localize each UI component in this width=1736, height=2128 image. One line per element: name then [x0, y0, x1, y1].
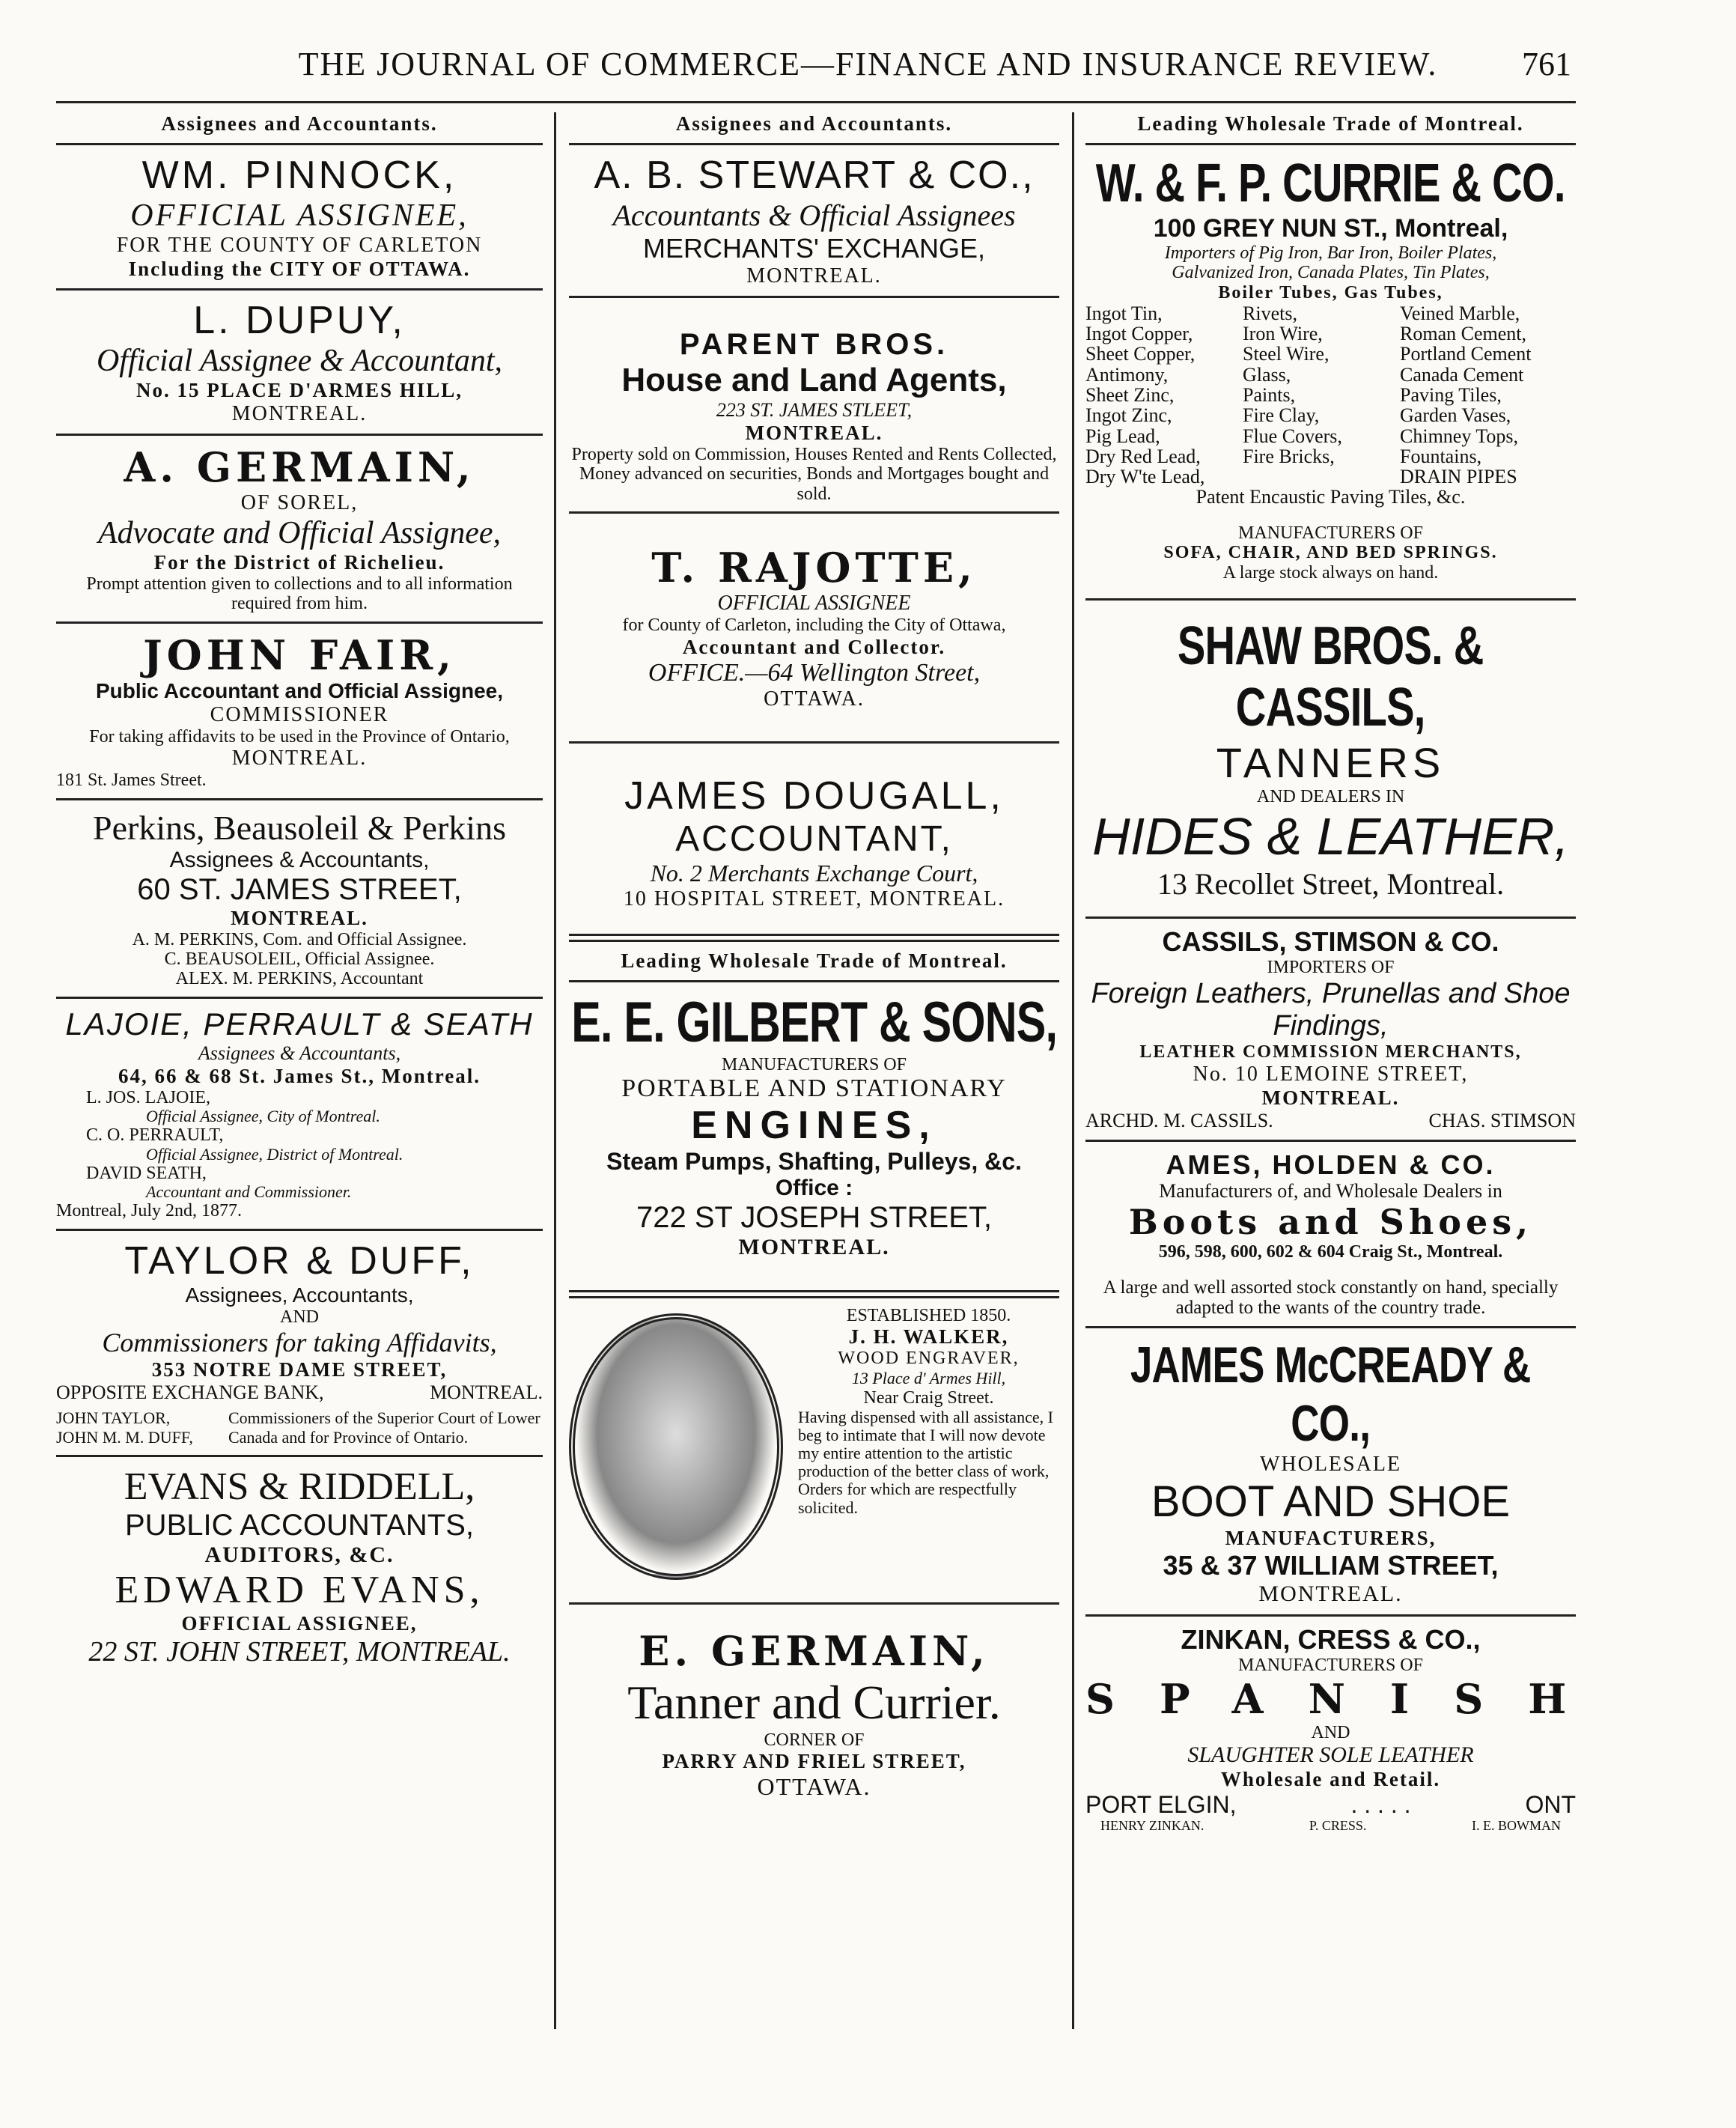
product-item: Fountains,	[1400, 445, 1482, 467]
double-divider	[569, 1290, 1059, 1298]
ad-text: COMMISSIONER	[210, 702, 389, 726]
ad-germain	[56, 443, 543, 614]
product-item: Ingot Tin,	[1085, 302, 1163, 324]
ad-name: J. H. WALKER,	[848, 1325, 1009, 1349]
ad-text: Galvanized Iron, Canada Plates, Tin Plates,	[1172, 263, 1490, 283]
divider	[1085, 1140, 1576, 1142]
ad-name: JAMES DOUGALL,	[624, 773, 1004, 818]
divider	[56, 288, 543, 291]
header-rule	[56, 101, 1576, 103]
ad-text: PORTABLE AND STATIONARY	[621, 1074, 1007, 1102]
ad-name: ZINKAN, CRESS & CO.,	[1181, 1623, 1481, 1655]
divider	[569, 1602, 1059, 1605]
ad-text: Office :	[775, 1175, 853, 1200]
ad-city: MONTREAL.	[746, 264, 882, 288]
ad-note: P. CRESS.	[1309, 1818, 1367, 1834]
ad-mccready	[1085, 1336, 1576, 1607]
product-item: Glass,	[1243, 363, 1291, 386]
column-1	[56, 112, 543, 1668]
ad-city: MONTREAL.	[738, 1234, 890, 1259]
column-2	[569, 112, 1059, 1801]
section-heading: Leading Wholesale Trade of Montreal.	[1137, 112, 1524, 135]
product-item: Fire Clay,	[1243, 404, 1320, 427]
ad-role: OFFICIAL ASSIGNEE,	[130, 198, 469, 233]
page-number: 761	[1522, 46, 1571, 82]
ad-address: 596, 598, 600, 602 & 604 Craig St., Montreal.	[1158, 1242, 1503, 1262]
ad-name: E. E. GILBERT & SONS,	[571, 990, 1057, 1054]
ad-rajotte	[569, 521, 1059, 711]
divider	[56, 621, 543, 624]
section-heading: Assignees and Accountants.	[161, 112, 438, 135]
ad-text: MANUFACTURERS OF	[1238, 1655, 1423, 1675]
ad-text: SLAUGHTER SOLE LEATHER	[1187, 1742, 1474, 1768]
ad-cassils	[1085, 926, 1576, 1131]
ad-note: DAVID SEATH,	[86, 1163, 207, 1183]
ad-note: C. BEAUSOLEIL, Official Assignee.	[164, 949, 435, 969]
ad-note: Official Assignee, City of Montreal.	[146, 1107, 380, 1126]
product-item: Iron Wire,	[1243, 323, 1323, 345]
ad-egermain	[569, 1612, 1059, 1801]
ad-walker	[569, 1306, 1059, 1580]
ad-name: TAYLOR & DUFF,	[124, 1238, 475, 1283]
product-item: Steel Wire,	[1243, 343, 1330, 365]
ad-text: ESTABLISHED 1850.	[846, 1305, 1011, 1325]
ad-name: A. B. STEWART & CO.,	[594, 153, 1035, 197]
ad-address: 100 GREY NUN ST., Montreal,	[1153, 214, 1508, 243]
ad-role: PUBLIC ACCOUNTANTS,	[125, 1509, 474, 1542]
product-item: Dry W'te Lead,	[1085, 466, 1205, 488]
divider	[569, 741, 1059, 744]
product-item: Antimony,	[1085, 363, 1169, 386]
ad-name: CASSILS, STIMSON & CO.	[1162, 926, 1499, 958]
divider	[56, 143, 543, 145]
product-item: Sheet Zinc,	[1085, 383, 1175, 406]
ad-perkins	[56, 808, 543, 989]
ad-note: A large stock always on hand.	[1222, 563, 1439, 583]
ad-note: Property sold on Commission, Houses Rented and Rents Collected, Money advanced on securities, Bonds and Mortgages bought and sold.	[571, 445, 1057, 504]
ad-name: AMES, HOLDEN & CO.	[1166, 1149, 1496, 1180]
ad-note: C. O. PERRAULT,	[86, 1125, 224, 1146]
product-item: Paints,	[1243, 383, 1296, 406]
ad-note: JOHN TAYLOR,	[56, 1408, 171, 1428]
ad-name: EVANS & RIDDELL,	[124, 1465, 475, 1509]
ad-text: Accountant and Collector.	[682, 635, 946, 658]
ad-name: E. GERMAIN,	[639, 1626, 990, 1675]
ad-role: Advocate and Official Assignee,	[97, 516, 502, 550]
ad-role: ENGINES,	[691, 1103, 937, 1147]
ad-text: AND	[280, 1307, 319, 1327]
ad-text: Wholesale and Retail.	[1220, 1768, 1441, 1791]
ad-note: JOHN M. M. DUFF,	[56, 1428, 193, 1447]
ad-text: No. 2 Merchants Exchange Court,	[650, 859, 978, 887]
section-heading: Assignees and Accountants.	[675, 112, 953, 135]
ad-role: House and Land Agents,	[621, 362, 1007, 398]
ad-note: Having dispensed with all assistance, I beg to intimate that I will now devote my entire attention to the artistic production of the better class of work, Orders for which are respectfully solicited.	[798, 1407, 1053, 1517]
ad-shaw	[1085, 608, 1576, 902]
ad-address: 223 ST. JAMES STLEET,	[716, 399, 913, 421]
ad-parent	[569, 305, 1059, 504]
ad-name: W. & F. P. CURRIE & CO.	[1096, 153, 1565, 213]
ad-name: SHAW BROS. & CASSILS,	[1178, 615, 1484, 738]
ad-text: Boiler Tubes, Gas Tubes,	[1218, 282, 1443, 303]
ad-role: SPANISH	[1085, 1674, 1612, 1723]
product-item: Dry Red Lead,	[1085, 445, 1201, 467]
ad-role: BOOT AND SHOE	[1151, 1477, 1511, 1526]
product-list	[1085, 303, 1576, 487]
ad-address: 60 ST. JAMES STREET,	[137, 872, 462, 906]
ad-address: 13 Place d' Armes Hill,	[851, 1369, 1006, 1388]
ad-name: JOHN FAIR,	[143, 630, 456, 679]
journal-title: THE JOURNAL OF COMMERCE—FINANCE AND INSURANCE REVIEW.	[298, 46, 1438, 82]
product-item: Portland Cement	[1400, 343, 1532, 365]
ad-text: Patent Encaustic Paving Tiles, &c.	[1196, 486, 1466, 508]
ad-gilbert	[569, 990, 1059, 1260]
ad-text: OF SOREL,	[240, 491, 359, 514]
ad-note: A. M. PERKINS, Com. and Official Assignee.	[132, 929, 467, 949]
ad-text: . . . . .	[1350, 1791, 1411, 1819]
ad-city: OTTAWA.	[757, 1773, 871, 1801]
ad-text: Near Craig Street.	[863, 1388, 994, 1408]
ad-note: Official Assignee, District of Montreal.	[146, 1144, 403, 1164]
ad-name: LAJOIE, PERRAULT & SEATH	[65, 1006, 534, 1042]
product-item: Pig Lead,	[1085, 425, 1160, 447]
ad-note: A large and well assorted stock constantly on hand, specially adapted to the wants of the country trade.	[1103, 1277, 1559, 1319]
ad-text: Commissioners for taking Affidavits,	[102, 1328, 497, 1358]
ad-note: ARCHD. M. CASSILS.	[1085, 1109, 1273, 1131]
ad-city: MONTREAL.	[231, 747, 368, 770]
ad-note: Commissioners of the Superior Court of Lower Canada and for Province of Ontario.	[228, 1408, 540, 1447]
ad-text: Importers of Pig Iron, Bar Iron, Boiler Plates,	[1164, 243, 1497, 263]
ad-name: Perkins, Beausoleil & Perkins	[93, 808, 506, 847]
product-item: Paving Tiles,	[1400, 383, 1502, 406]
column-divider	[1072, 112, 1074, 2029]
ad-note: Accountant and Commissioner.	[146, 1182, 352, 1202]
ad-text: SOFA, CHAIR, AND BED SPRINGS.	[1163, 543, 1498, 563]
ad-text: Including the CITY OF OTTAWA.	[128, 258, 471, 280]
ad-text: AND	[1311, 1722, 1350, 1742]
ad-note: I. E. BOWMAN	[1472, 1818, 1561, 1834]
product-item: Garden Vases,	[1400, 404, 1511, 427]
ad-role: Assignees & Accountants,	[198, 1042, 401, 1064]
ad-name: WM. PINNOCK,	[141, 153, 457, 197]
product-item: Veined Marble,	[1400, 302, 1520, 324]
ad-address: PORT ELGIN,	[1085, 1791, 1237, 1819]
column-divider	[554, 112, 556, 2029]
ad-taylor	[56, 1238, 543, 1447]
divider	[56, 798, 543, 800]
ad-role: ACCOUNTANT,	[675, 818, 953, 859]
ad-ames	[1085, 1149, 1576, 1319]
ad-text: Steam Pumps, Shafting, Pulleys, &c.	[606, 1147, 1022, 1175]
ad-note: HENRY ZINKAN.	[1100, 1818, 1204, 1834]
ad-name: A. GERMAIN,	[124, 443, 475, 491]
ad-text: OPPOSITE EXCHANGE BANK,	[56, 1381, 324, 1404]
ad-note: Montreal, July 2nd, 1877.	[56, 1201, 242, 1221]
ad-text: HIDES & LEATHER,	[1092, 807, 1569, 866]
ad-note: ALEX. M. PERKINS, Accountant	[175, 969, 424, 989]
ad-note: L. JOS. LAJOIE,	[86, 1087, 210, 1107]
divider	[569, 511, 1059, 514]
divider	[1085, 143, 1576, 145]
ad-city: MONTREAL.	[231, 906, 368, 929]
ad-city: MONTREAL.	[430, 1381, 543, 1404]
ad-text: LEATHER COMMISSION MERCHANTS,	[1139, 1042, 1522, 1062]
ad-role: Boots and Shoes,	[1128, 1202, 1533, 1243]
ad-note: Prompt attention given to collections and to all information required from him.	[86, 574, 513, 614]
divider	[1085, 1614, 1576, 1617]
ad-text: AND DEALERS IN	[1256, 786, 1405, 806]
ad-role: Assignees, Accountants,	[185, 1283, 414, 1307]
ad-text: MERCHANTS' EXCHANGE,	[643, 233, 985, 264]
column-3	[1085, 112, 1612, 1834]
ad-city: MONTREAL.	[1261, 1086, 1400, 1109]
ad-evans	[56, 1465, 543, 1668]
ad-text: Manufacturers of, and Wholesale Dealers in	[1159, 1179, 1502, 1202]
ad-stewart	[569, 153, 1059, 288]
product-item: Sheet Copper,	[1085, 343, 1196, 365]
divider	[569, 980, 1059, 982]
ad-text: WHOLESALE	[1259, 1452, 1402, 1476]
ad-currie	[1085, 153, 1576, 583]
ad-role: OFFICIAL ASSIGNEE	[717, 592, 911, 615]
ad-text: FOR THE COUNTY OF CARLETON	[116, 234, 483, 257]
ad-name: PARENT BROS.	[679, 328, 949, 361]
product-item: Flue Covers,	[1243, 425, 1342, 447]
ad-pinnock	[56, 153, 543, 281]
ad-text: MANUFACTURERS OF	[1238, 523, 1423, 544]
ad-text: AUDITORS, &C.	[204, 1542, 395, 1568]
product-item: DRAIN PIPES	[1400, 466, 1517, 488]
divider	[56, 1229, 543, 1231]
ad-address: 64, 66 & 68 St. James St., Montreal.	[118, 1064, 481, 1087]
ad-name: EDWARD EVANS,	[115, 1569, 484, 1612]
ad-text: OFFICIAL ASSIGNEE,	[181, 1612, 418, 1635]
ad-address: 13 Recollet Street, Montreal.	[1157, 867, 1505, 902]
ad-lajoie	[56, 1006, 543, 1221]
ad-address: 22 ST. JOHN STREET, MONTREAL.	[88, 1636, 511, 1668]
ad-address: 181 St. James Street.	[56, 770, 207, 791]
ad-address: No. 10 LEMOINE STREET,	[1193, 1062, 1469, 1086]
ad-role: Foreign Leathers, Prunellas and Shoe Findings,	[1091, 977, 1571, 1042]
divider	[1085, 916, 1576, 919]
ad-name: L. DUPUY,	[193, 299, 406, 342]
ad-address: 35 & 37 WILLIAM STREET,	[1163, 1549, 1499, 1581]
ad-address: PARRY AND FRIEL STREET,	[662, 1750, 966, 1773]
ad-text: IMPORTERS OF	[1267, 958, 1395, 978]
ad-address: 10 HOSPITAL STREET, MONTREAL.	[623, 887, 1005, 911]
divider	[569, 143, 1059, 145]
product-item: Canada Cement	[1400, 363, 1524, 386]
ad-address: ONT	[1525, 1791, 1576, 1819]
product-item: Roman Cement,	[1400, 323, 1526, 345]
product-item: Ingot Copper,	[1085, 323, 1193, 345]
ad-name: JAMES McCREADY & CO.,	[1130, 1336, 1531, 1452]
ad-city: MONTREAL.	[745, 422, 883, 444]
double-divider	[569, 934, 1059, 942]
section-heading: Leading Wholesale Trade of Montreal.	[621, 949, 1008, 972]
divider	[1085, 598, 1576, 601]
ad-role: Public Accountant and Official Assignee,	[95, 678, 504, 702]
ad-address: 353 NOTRE DAME STREET,	[151, 1358, 448, 1381]
ad-zinkan	[1085, 1623, 1612, 1834]
product-item: Fire Bricks,	[1243, 445, 1335, 467]
ad-city: MONTREAL.	[1258, 1581, 1403, 1606]
ad-role: Assignees & Accountants,	[169, 847, 430, 872]
ad-address: OFFICE.—64 Wellington Street,	[648, 658, 981, 687]
ad-dupuy	[56, 298, 543, 426]
ad-note: For taking affidavits to be used in the Province of Ontario,	[89, 726, 510, 747]
ad-text: MANUFACTURERS,	[1225, 1526, 1437, 1549]
ad-city: MONTREAL.	[231, 402, 368, 425]
divider	[1085, 1326, 1576, 1328]
product-item: Chimney Tops,	[1400, 425, 1519, 447]
ad-note: for County of Carleton, including the City of Ottawa,	[622, 615, 1006, 636]
divider	[56, 1455, 543, 1457]
ad-role: Tanner and Currier.	[627, 1675, 1001, 1729]
engraving-portrait-image	[569, 1313, 783, 1580]
product-item	[1243, 466, 1400, 487]
ad-name: T. RAJOTTE,	[651, 544, 977, 592]
ad-fair	[56, 631, 543, 791]
divider	[56, 997, 543, 999]
divider	[56, 434, 543, 436]
ad-note: CHAS. STIMSON	[1428, 1109, 1576, 1131]
product-item: Ingot Zinc,	[1085, 404, 1172, 427]
ad-role: Accountants & Official Assignees	[612, 198, 1016, 232]
ad-role: TANNERS	[1216, 738, 1446, 786]
ad-text: For the District of Richelieu.	[153, 551, 445, 574]
ad-role: Official Assignee & Accountant,	[96, 344, 503, 378]
ad-address: 722 ST JOSEPH STREET,	[636, 1200, 992, 1234]
ad-dougall	[569, 751, 1059, 911]
product-item: Rivets,	[1243, 302, 1297, 324]
ad-address: No. 15 PLACE D'ARMES HILL,	[135, 379, 463, 401]
ad-text: CORNER OF	[764, 1730, 865, 1750]
page-header	[0, 45, 1736, 97]
ad-text: MANUFACTURERS OF	[722, 1054, 907, 1074]
divider	[569, 296, 1059, 298]
ad-role: WOOD ENGRAVER,	[838, 1349, 1020, 1369]
ad-city: OTTAWA.	[764, 687, 865, 711]
